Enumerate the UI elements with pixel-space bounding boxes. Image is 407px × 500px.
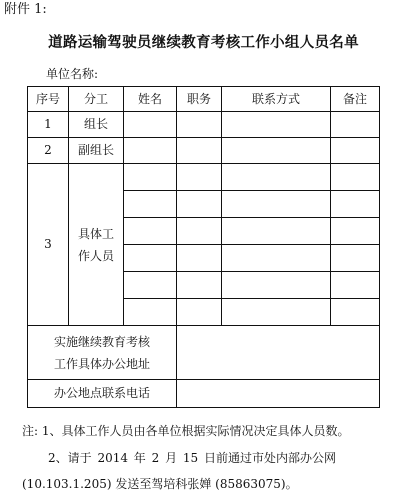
contact-cell[interactable] [222,299,331,326]
unit-name-label: 单位名称: [46,67,99,81]
row-role [69,164,124,326]
contact-cell[interactable] [222,218,331,245]
name-cell[interactable] [124,138,177,164]
position-cell[interactable] [177,112,222,138]
table-row [28,112,380,138]
row-role-line2: 作人员 [77,248,114,263]
note-line-3: (10.103.1.205) 发送至驾培科张婵 (85863075)。 [22,477,298,491]
position-cell[interactable] [177,191,222,218]
note-line-2: 2、请于 2014 年 2 月 15 日前通过市处内部办公网 [48,451,336,465]
table-header-row [28,87,380,112]
row-role: 副组长 [69,138,124,164]
position-cell[interactable] [177,299,222,326]
note-line-1: 注: 1、具体工作人员由各单位根据实际情况决定具体人员数。 [22,424,350,438]
remarks-cell[interactable] [331,191,380,218]
contact-cell[interactable] [222,138,331,164]
name-cell[interactable] [124,112,177,138]
contact-cell[interactable] [222,112,331,138]
remarks-cell[interactable] [331,164,380,191]
header-contact: 联系方式 [222,87,331,112]
name-cell[interactable] [124,164,177,191]
position-cell[interactable] [177,138,222,164]
office-phone-label: 办公地点联系电话 [28,380,177,408]
row-index: 3 [28,164,69,326]
header-index: 序号 [28,87,69,112]
row-role: 组长 [69,112,124,138]
remarks-cell[interactable] [331,299,380,326]
document-title: 道路运输驾驶员继续教育考核工作小组人员名单 [48,34,359,51]
remarks-cell[interactable] [331,272,380,299]
row-index: 2 [28,138,69,164]
position-cell[interactable] [177,164,222,191]
header-name: 姓名 [124,87,177,112]
address-row [28,326,380,380]
contact-cell[interactable] [222,164,331,191]
phone-row [28,380,380,408]
row-index: 1 [28,112,69,138]
office-address-label [28,326,177,380]
contact-cell[interactable] [222,245,331,272]
contact-cell[interactable] [222,191,331,218]
contact-cell[interactable] [222,272,331,299]
office-phone-value[interactable] [177,380,380,408]
position-cell[interactable] [177,272,222,299]
office-address-line1: 实施继续教育考核 [53,334,150,349]
position-cell[interactable] [177,245,222,272]
row-role-line1: 具体工 [77,226,114,241]
name-cell[interactable] [124,299,177,326]
remarks-cell[interactable] [331,218,380,245]
attachment-label: 附件 1: [4,2,47,17]
remarks-cell[interactable] [331,112,380,138]
name-cell[interactable] [124,245,177,272]
remarks-cell[interactable] [331,138,380,164]
roster-table [27,86,380,408]
office-address-line2: 工作具体办公地址 [53,356,150,371]
table-row [28,138,380,164]
name-cell[interactable] [124,272,177,299]
header-position: 职务 [177,87,222,112]
table-row [28,164,380,191]
header-role: 分工 [69,87,124,112]
office-address-value[interactable] [177,326,380,380]
remarks-cell[interactable] [331,245,380,272]
name-cell[interactable] [124,218,177,245]
name-cell[interactable] [124,191,177,218]
header-remarks: 备注 [331,87,380,112]
position-cell[interactable] [177,218,222,245]
